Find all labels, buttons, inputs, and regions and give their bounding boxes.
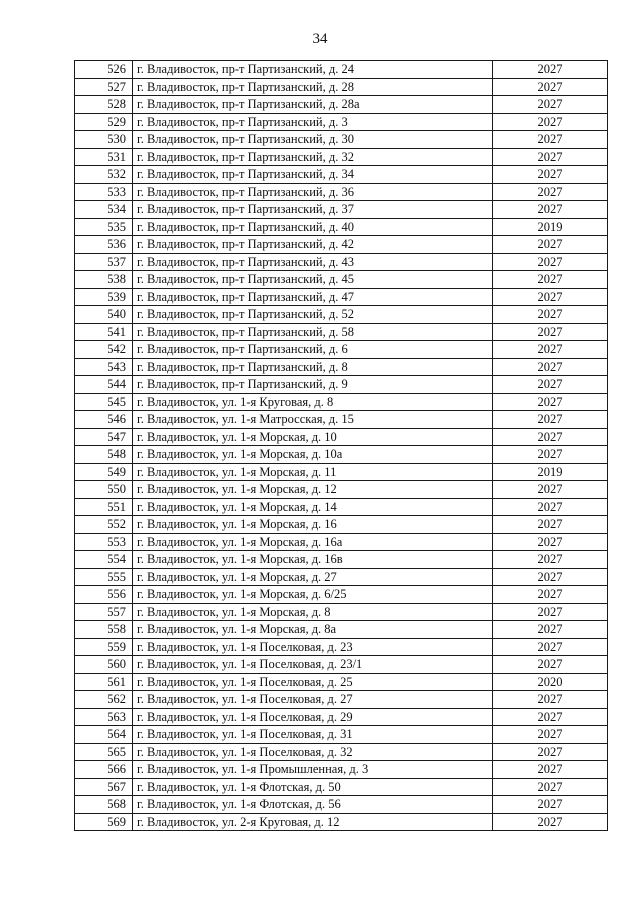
table-row — [75, 323, 608, 341]
table-row — [75, 498, 608, 516]
year-cell: 2027 — [493, 726, 608, 744]
address-cell: г. Владивосток, пр-т Партизанский, д. 45 — [133, 271, 493, 289]
row-number-cell: 533 — [75, 183, 133, 201]
address-cell: г. Владивосток, пр-т Партизанский, д. 36 — [133, 183, 493, 201]
table-row — [75, 61, 608, 79]
row-number-cell: 526 — [75, 61, 133, 79]
table-row — [75, 463, 608, 481]
year-cell: 2019 — [493, 218, 608, 236]
address-cell: г. Владивосток, ул. 1-я Морская, д. 10 — [133, 428, 493, 446]
year-cell: 2027 — [493, 428, 608, 446]
year-cell: 2027 — [493, 778, 608, 796]
row-number-cell: 565 — [75, 743, 133, 761]
row-number-cell: 543 — [75, 358, 133, 376]
address-cell: г. Владивосток, пр-т Партизанский, д. 24 — [133, 61, 493, 79]
address-cell: г. Владивосток, ул. 2-я Круговая, д. 12 — [133, 813, 493, 831]
address-cell: г. Владивосток, ул. 1-я Флотская, д. 50 — [133, 778, 493, 796]
table-row — [75, 743, 608, 761]
year-cell: 2027 — [493, 813, 608, 831]
address-cell: г. Владивосток, пр-т Партизанский, д. 43 — [133, 253, 493, 271]
table-row — [75, 218, 608, 236]
table-row — [75, 358, 608, 376]
year-cell: 2027 — [493, 201, 608, 219]
year-cell: 2027 — [493, 481, 608, 499]
year-cell: 2027 — [493, 411, 608, 429]
address-cell: г. Владивосток, ул. 1-я Поселковая, д. 23/1 — [133, 656, 493, 674]
row-number-cell: 531 — [75, 148, 133, 166]
row-number-cell: 553 — [75, 533, 133, 551]
table-row — [75, 691, 608, 709]
address-cell: г. Владивосток, ул. 1-я Морская, д. 10а — [133, 446, 493, 464]
address-cell: г. Владивосток, ул. 1-я Морская, д. 16а — [133, 533, 493, 551]
address-cell: г. Владивосток, пр-т Партизанский, д. 28 — [133, 78, 493, 96]
address-cell: г. Владивосток, ул. 1-я Морская, д. 16в — [133, 551, 493, 569]
address-cell: г. Владивосток, ул. 1-я Поселковая, д. 29 — [133, 708, 493, 726]
year-cell: 2027 — [493, 306, 608, 324]
address-cell: г. Владивосток, ул. 1-я Круговая, д. 8 — [133, 393, 493, 411]
table-row — [75, 481, 608, 499]
row-number-cell: 535 — [75, 218, 133, 236]
row-number-cell: 550 — [75, 481, 133, 499]
row-number-cell: 542 — [75, 341, 133, 359]
address-cell: г. Владивосток, пр-т Партизанский, д. 40 — [133, 218, 493, 236]
year-cell: 2027 — [493, 446, 608, 464]
year-cell: 2027 — [493, 166, 608, 184]
table-row — [75, 236, 608, 254]
row-number-cell: 555 — [75, 568, 133, 586]
year-cell: 2027 — [493, 691, 608, 709]
year-cell: 2027 — [493, 638, 608, 656]
address-cell: г. Владивосток, ул. 1-я Морская, д. 11 — [133, 463, 493, 481]
address-cell: г. Владивосток, ул. 1-я Матросская, д. 15 — [133, 411, 493, 429]
address-cell: г. Владивосток, пр-т Партизанский, д. 58 — [133, 323, 493, 341]
address-cell: г. Владивосток, ул. 1-я Морская, д. 16 — [133, 516, 493, 534]
address-cell: г. Владивосток, ул. 1-я Морская, д. 8а — [133, 621, 493, 639]
table-row — [75, 726, 608, 744]
row-number-cell: 558 — [75, 621, 133, 639]
address-cell: г. Владивосток, пр-т Партизанский, д. 28а — [133, 96, 493, 114]
table-row — [75, 673, 608, 691]
row-number-cell: 527 — [75, 78, 133, 96]
year-cell: 2027 — [493, 393, 608, 411]
row-number-cell: 566 — [75, 761, 133, 779]
year-cell: 2027 — [493, 61, 608, 79]
table-row — [75, 113, 608, 131]
year-cell: 2027 — [493, 341, 608, 359]
row-number-cell: 528 — [75, 96, 133, 114]
table-row — [75, 446, 608, 464]
address-cell: г. Владивосток, ул. 1-я Поселковая, д. 25 — [133, 673, 493, 691]
table-row — [75, 376, 608, 394]
year-cell: 2027 — [493, 131, 608, 149]
year-cell: 2027 — [493, 498, 608, 516]
year-cell: 2027 — [493, 516, 608, 534]
row-number-cell: 548 — [75, 446, 133, 464]
row-number-cell: 536 — [75, 236, 133, 254]
year-cell: 2019 — [493, 463, 608, 481]
row-number-cell: 563 — [75, 708, 133, 726]
address-cell: г. Владивосток, ул. 1-я Поселковая, д. 27 — [133, 691, 493, 709]
row-number-cell: 567 — [75, 778, 133, 796]
year-cell: 2027 — [493, 551, 608, 569]
address-cell: г. Владивосток, пр-т Партизанский, д. 30 — [133, 131, 493, 149]
address-cell: г. Владивосток, пр-т Партизанский, д. 6 — [133, 341, 493, 359]
row-number-cell: 538 — [75, 271, 133, 289]
year-cell: 2027 — [493, 96, 608, 114]
table-row — [75, 253, 608, 271]
row-number-cell: 529 — [75, 113, 133, 131]
year-cell: 2027 — [493, 743, 608, 761]
row-number-cell: 569 — [75, 813, 133, 831]
table-row — [75, 131, 608, 149]
address-cell: г. Владивосток, пр-т Партизанский, д. 52 — [133, 306, 493, 324]
row-number-cell: 539 — [75, 288, 133, 306]
year-cell: 2027 — [493, 271, 608, 289]
year-cell: 2027 — [493, 78, 608, 96]
row-number-cell: 551 — [75, 498, 133, 516]
table-row — [75, 796, 608, 814]
address-cell: г. Владивосток, ул. 1-я Морская, д. 8 — [133, 603, 493, 621]
table-row — [75, 778, 608, 796]
table-row — [75, 551, 608, 569]
row-number-cell: 546 — [75, 411, 133, 429]
address-cell: г. Владивосток, ул. 1-я Промышленная, д. 3 — [133, 761, 493, 779]
year-cell: 2027 — [493, 761, 608, 779]
year-cell: 2027 — [493, 568, 608, 586]
year-cell: 2027 — [493, 621, 608, 639]
table-row — [75, 78, 608, 96]
table-row — [75, 428, 608, 446]
year-cell: 2027 — [493, 148, 608, 166]
table-row — [75, 708, 608, 726]
year-cell: 2027 — [493, 113, 608, 131]
table-row — [75, 341, 608, 359]
row-number-cell: 541 — [75, 323, 133, 341]
year-cell: 2027 — [493, 183, 608, 201]
table-row — [75, 568, 608, 586]
address-cell: г. Владивосток, пр-т Партизанский, д. 34 — [133, 166, 493, 184]
address-cell: г. Владивосток, ул. 1-я Поселковая, д. 31 — [133, 726, 493, 744]
year-cell: 2027 — [493, 236, 608, 254]
row-number-cell: 530 — [75, 131, 133, 149]
address-cell: г. Владивосток, ул. 1-я Поселковая, д. 32 — [133, 743, 493, 761]
row-number-cell: 544 — [75, 376, 133, 394]
year-cell: 2027 — [493, 376, 608, 394]
row-number-cell: 564 — [75, 726, 133, 744]
table-row — [75, 201, 608, 219]
year-cell: 2027 — [493, 288, 608, 306]
row-number-cell: 547 — [75, 428, 133, 446]
year-cell: 2027 — [493, 358, 608, 376]
year-cell: 2027 — [493, 586, 608, 604]
row-number-cell: 556 — [75, 586, 133, 604]
year-cell: 2027 — [493, 603, 608, 621]
address-cell: г. Владивосток, ул. 1-я Морская, д. 6/25 — [133, 586, 493, 604]
row-number-cell: 560 — [75, 656, 133, 674]
row-number-cell: 559 — [75, 638, 133, 656]
table-row — [75, 271, 608, 289]
table-row — [75, 393, 608, 411]
year-cell: 2027 — [493, 656, 608, 674]
table-row — [75, 586, 608, 604]
table-row — [75, 96, 608, 114]
year-cell: 2027 — [493, 253, 608, 271]
year-cell: 2027 — [493, 708, 608, 726]
page-number: 34 — [312, 31, 328, 47]
table-row — [75, 621, 608, 639]
row-number-cell: 549 — [75, 463, 133, 481]
table-row — [75, 516, 608, 534]
table-row — [75, 656, 608, 674]
year-cell: 2027 — [493, 323, 608, 341]
address-cell: г. Владивосток, пр-т Партизанский, д. 42 — [133, 236, 493, 254]
table-row — [75, 166, 608, 184]
year-cell: 2027 — [493, 533, 608, 551]
table-row — [75, 411, 608, 429]
row-number-cell: 554 — [75, 551, 133, 569]
address-cell: г. Владивосток, ул. 1-я Морская, д. 12 — [133, 481, 493, 499]
address-cell: г. Владивосток, пр-т Партизанский, д. 32 — [133, 148, 493, 166]
row-number-cell: 534 — [75, 201, 133, 219]
address-cell: г. Владивосток, ул. 1-я Поселковая, д. 23 — [133, 638, 493, 656]
row-number-cell: 540 — [75, 306, 133, 324]
address-cell: г. Владивосток, пр-т Партизанский, д. 47 — [133, 288, 493, 306]
address-cell: г. Владивосток, пр-т Партизанский, д. 3 — [133, 113, 493, 131]
table-row — [75, 148, 608, 166]
table-row — [75, 638, 608, 656]
table-row — [75, 603, 608, 621]
address-cell: г. Владивосток, пр-т Партизанский, д. 9 — [133, 376, 493, 394]
row-number-cell: 562 — [75, 691, 133, 709]
row-number-cell: 537 — [75, 253, 133, 271]
row-number-cell: 532 — [75, 166, 133, 184]
table-row — [75, 813, 608, 831]
row-number-cell: 568 — [75, 796, 133, 814]
address-cell: г. Владивосток, ул. 1-я Морская, д. 27 — [133, 568, 493, 586]
address-cell: г. Владивосток, ул. 1-я Флотская, д. 56 — [133, 796, 493, 814]
row-number-cell: 557 — [75, 603, 133, 621]
address-cell: г. Владивосток, пр-т Партизанский, д. 8 — [133, 358, 493, 376]
table-row — [75, 306, 608, 324]
table-row — [75, 183, 608, 201]
table-row — [75, 288, 608, 306]
address-cell: г. Владивосток, ул. 1-я Морская, д. 14 — [133, 498, 493, 516]
row-number-cell: 561 — [75, 673, 133, 691]
address-cell: г. Владивосток, пр-т Партизанский, д. 37 — [133, 201, 493, 219]
year-cell: 2027 — [493, 796, 608, 814]
table-row — [75, 761, 608, 779]
table-body — [75, 61, 608, 831]
table-row — [75, 533, 608, 551]
address-table — [74, 60, 608, 831]
row-number-cell: 552 — [75, 516, 133, 534]
row-number-cell: 545 — [75, 393, 133, 411]
year-cell: 2020 — [493, 673, 608, 691]
